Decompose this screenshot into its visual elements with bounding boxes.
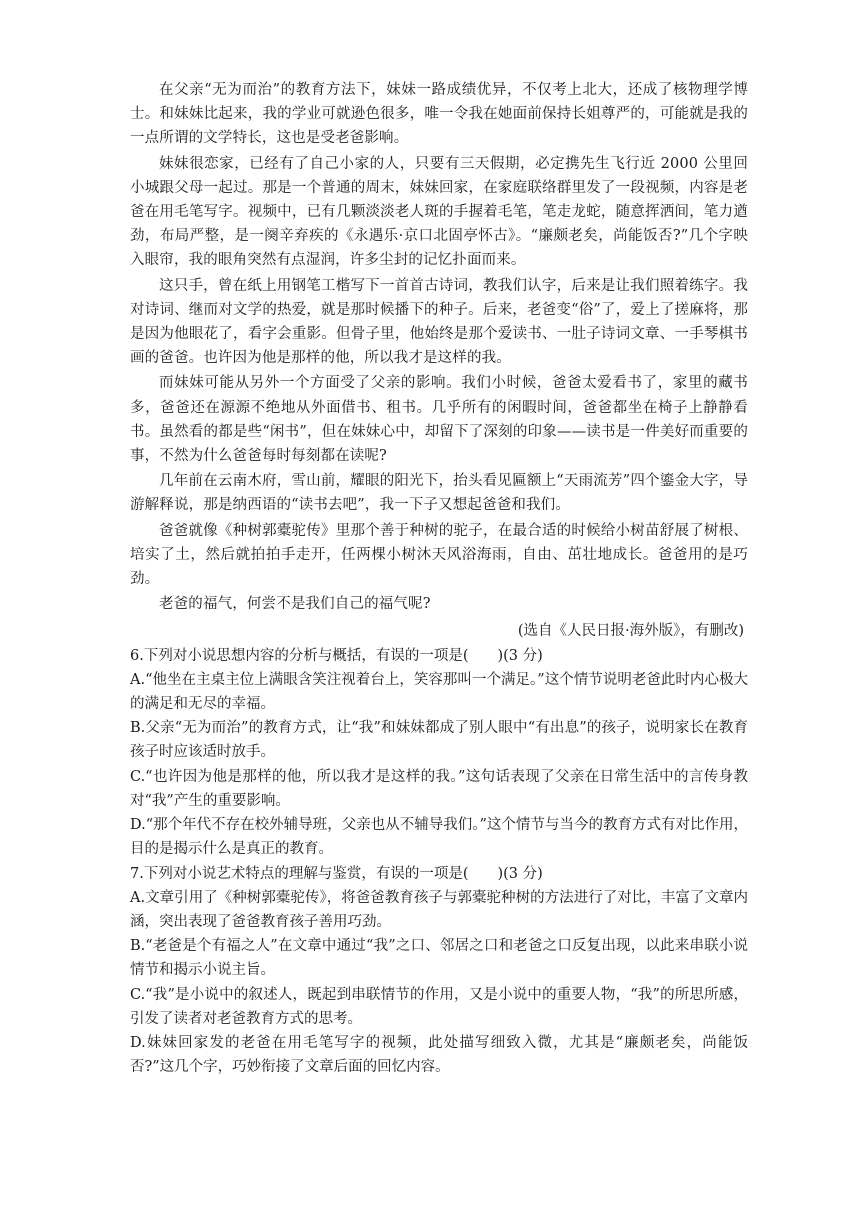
- option-d: D.妹妹回家发的老爸在用毛笔写字的视频，此处描写细致入微，尤其是“廉颇老矣，尚能饭否?”这几个字，巧妙衔接了文章后面的回忆内容。: [130, 1034, 748, 1076]
- option-a: A.文章引用了《种树郭橐驼传》，将爸爸教育孩子与郭橐驼种树的方法进行了对比，丰富了文章内涵，突出表现了爸爸教育孩子善用巧劲。: [130, 889, 748, 930]
- passage-paragraph: 妹妹很恋家，已经有了自己小家的人，只要有三天假期，必定携先生飞行近 2000 公里回小城跟父母一起过。那是一个普通的周末，妹妹回家，在家庭联络群里发了一段视频，内容是老爸在用毛笔写字。视频中，已有几颗淡淡老人斑的手握着毛笔，笔走龙蛇，随意挥洒间，笔力遒劲，布局严整，是一阕辛弃疾的《永遇乐·京口北固亭怀古》。“廉颇老矣，尚能饭否?”几个字映入眼帘，我的眼角突然有点湿润，许多尘封的记忆扑面而来。: [130, 155, 748, 269]
- question-7: [130, 862, 748, 1080]
- option-b: B.父亲“无为而治”的教育方式，让“我”和妹妹都成了别人眼中“有出息”的孩子，说明家长在教育孩子时应该适时放手。: [130, 720, 748, 761]
- option-c: C.“我”是小说中的叙述人，既起到串联情节的作用，又是小说中的重要人物，“我”的所思所感，引发了读者对老爸教育方式的思考。: [130, 986, 748, 1027]
- passage-paragraph: 爸爸就像《种树郭橐驼传》里那个善于种树的驼子，在最合适的时候给小树苗舒展了树根、培实了土，然后就拍拍手走开，任两棵小树沐天风浴海雨，自由、茁壮地成长。爸爸用的是巧劲。: [130, 522, 748, 588]
- passage-paragraph: 这只手，曾在纸上用钢笔工楷写下一首首古诗词，教我们认字，后来是让我们照着练字。我对诗词、继而对文学的热爱，就是那时候播下的种子。后来，老爸变“俗”了，爱上了搓麻将，那是因为他眼花了，看字会重影。但骨子里，他始终是那个爱读书、一肚子诗词文章、一手琴棋书画的爸爸。也许因为他是那样的他，所以我才是这样的我。: [130, 277, 748, 367]
- option-a: A.“他坐在主桌主位上满眼含笑注视着台上，笑容那叫一个满足。”这个情节说明老爸此时内心极大的满足和无尽的幸福。: [130, 671, 748, 713]
- option-c: C.“也许因为他是那样的他，所以我才是这样的我。”这句话表现了父亲在日常生活中的言传身教对“我”产生的重要影响。: [130, 768, 748, 809]
- question-6: [130, 644, 748, 862]
- option-b: B.“老爸是个有福之人”在文章中通过“我”之口、邻居之口和老爸之口反复出现，以此来串联小说情节和揭示小说主旨。: [130, 938, 748, 979]
- option-d: D.“那个年代不存在校外辅导班，父亲也从不辅导我们。”这个情节与当今的教育方式有对比作用，目的是揭示什么是真正的教育。: [130, 817, 748, 858]
- passage-paragraph: 几年前在云南木府，雪山前，耀眼的阳光下，抬头看见匾额上“天雨流芳”四个鎏金大字，导游解释说，那是纳西语的“读书去吧”，我一下子又想起爸爸和我们。: [130, 473, 748, 514]
- passage-paragraph: 在父亲“无为而治”的教育方法下，妹妹一路成绩优异，不仅考上北大，还成了核物理学博士。和妹妹比起来，我的学业可就逊色很多，唯一令我在她面前保持长姐尊严的，可能就是我的一点所谓的文学特长，这也是受老爸影响。: [130, 82, 748, 147]
- passage-paragraph: 而妹妹可能从另外一个方面受了父亲的影响。我们小时候，爸爸太爱看书了，家里的藏书多，爸爸还在源源不绝地从外面借书、租书。几乎所有的闲暇时间，爸爸都坐在椅子上静静看书。虽然看的都是些“闲书”，但在妹妹心中，却留下了深刻的印象——读书是一件美好而重要的事，不然为什么爸爸每时每刻都在读呢?: [130, 375, 748, 465]
- passage-paragraph: 老爸的福气，何尝不是我们自己的福气呢?: [159, 596, 431, 613]
- question-stem: 7.下列对小说艺术特点的理解与鉴赏，有误的一项是( )(3 分): [130, 865, 543, 882]
- source-citation: (选自《人民日报·海外版》，有删改): [517, 623, 744, 640]
- question-stem: 6.下列对小说思想内容的分析与概括，有误的一项是( )(3 分): [130, 647, 543, 664]
